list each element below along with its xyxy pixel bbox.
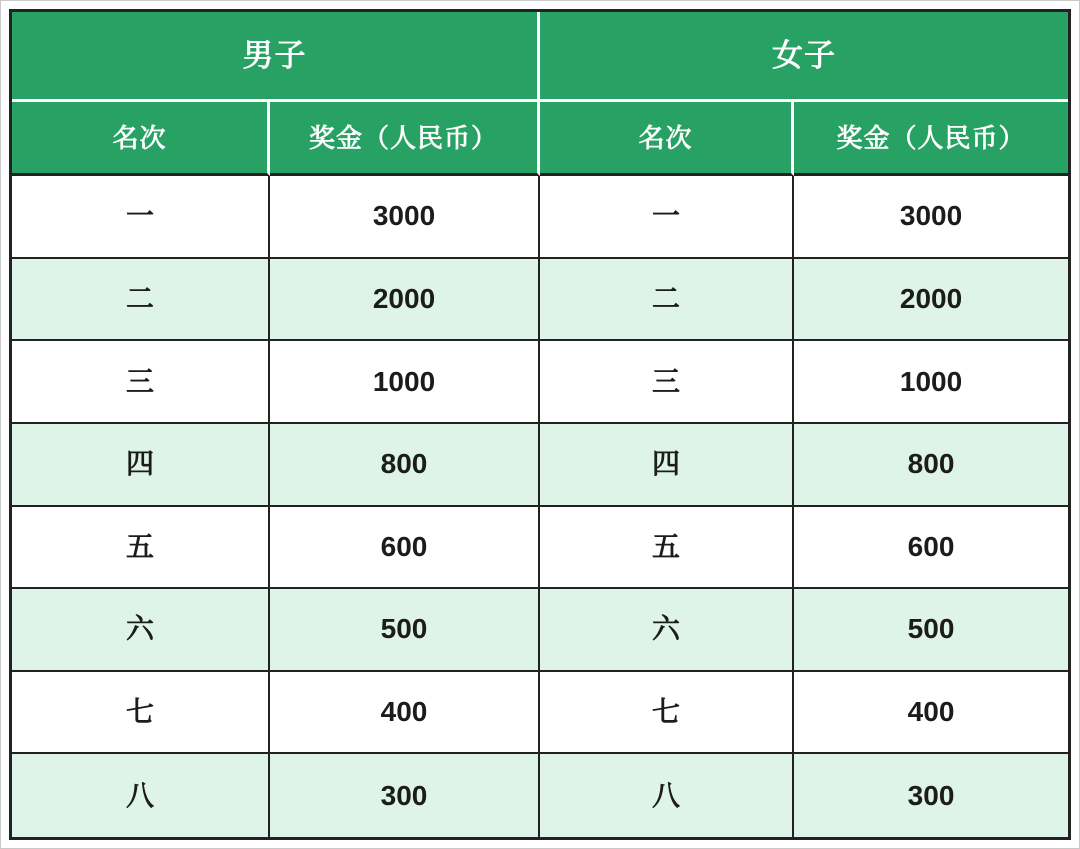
rank-cell: 四 — [540, 424, 794, 507]
prize-cell: 300 — [270, 754, 540, 837]
group-header-women: 女子 — [540, 12, 1068, 102]
rank-cell: 一 — [540, 176, 794, 259]
rank-cell: 三 — [540, 341, 794, 424]
rank-cell: 二 — [12, 259, 270, 342]
prize-cell: 300 — [794, 754, 1068, 837]
prize-cell: 2000 — [794, 259, 1068, 342]
rank-cell: 五 — [12, 507, 270, 590]
col-header-rank-women: 名次 — [540, 102, 794, 176]
col-header-prize-men: 奖金（人民币） — [270, 102, 540, 176]
prize-cell: 600 — [794, 507, 1068, 590]
rank-cell: 五 — [540, 507, 794, 590]
prize-cell: 2000 — [270, 259, 540, 342]
prize-cell: 1000 — [270, 341, 540, 424]
rank-cell: 六 — [12, 589, 270, 672]
rank-cell: 八 — [540, 754, 794, 837]
prize-cell: 600 — [270, 507, 540, 590]
prize-cell: 800 — [794, 424, 1068, 507]
prize-cell: 500 — [794, 589, 1068, 672]
rank-cell: 二 — [540, 259, 794, 342]
prize-cell: 400 — [270, 672, 540, 755]
rank-cell: 一 — [12, 176, 270, 259]
prize-cell: 3000 — [270, 176, 540, 259]
prize-cell: 800 — [270, 424, 540, 507]
rank-cell: 八 — [12, 754, 270, 837]
rank-cell: 六 — [540, 589, 794, 672]
prize-table — [9, 9, 1071, 840]
rank-cell: 七 — [540, 672, 794, 755]
rank-cell: 四 — [12, 424, 270, 507]
rank-cell: 七 — [12, 672, 270, 755]
prize-cell: 1000 — [794, 341, 1068, 424]
group-header-men: 男子 — [12, 12, 540, 102]
prize-cell: 3000 — [794, 176, 1068, 259]
col-header-prize-women: 奖金（人民币） — [794, 102, 1068, 176]
rank-cell: 三 — [12, 341, 270, 424]
col-header-rank-men: 名次 — [12, 102, 270, 176]
prize-cell: 400 — [794, 672, 1068, 755]
prize-cell: 500 — [270, 589, 540, 672]
